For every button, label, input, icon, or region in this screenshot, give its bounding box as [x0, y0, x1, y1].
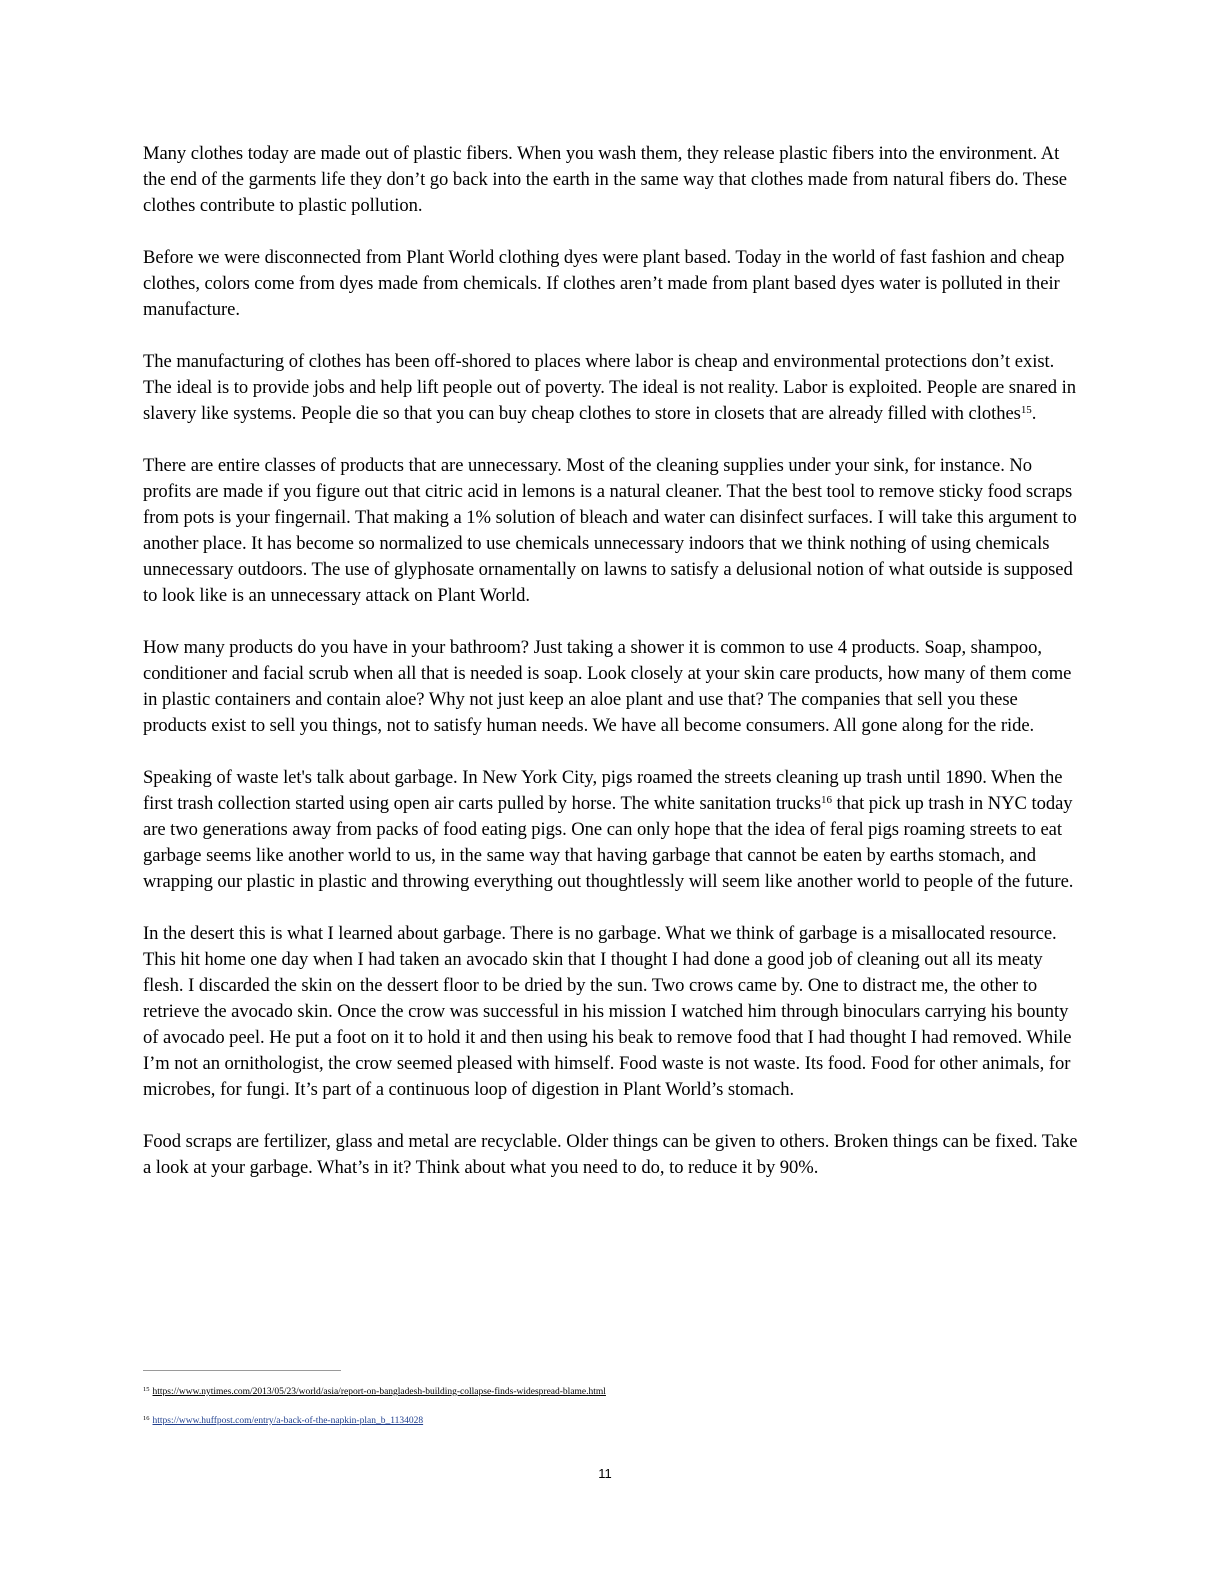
paragraph-text-end: . [1031, 403, 1037, 424]
footnote-link-huffpost[interactable]: https://www.huffpost.com/entry/a-back-of-the-napkin-plan_b_1134028 [152, 1416, 424, 1426]
paragraph-plastic-fibers [143, 141, 1078, 219]
paragraph-text: Before we were disconnected from Plant World clothing dyes were plant based. Today in the world of fast fashion and cheap clothes, colors come from dyes made from chemicals. If clothes aren’t made from plant based dyes water is polluted in their manufacture. [143, 247, 1065, 320]
paragraph-desert-crows [143, 921, 1078, 1103]
footnote-link-nytimes[interactable]: https://www.nytimes.com/2013/05/23/world/asia/report-on-bangladesh-building-collapse-finds-widespread-blame.html [152, 1387, 606, 1397]
footnote-separator [143, 1370, 341, 1371]
paragraph-text: Many clothes today are made out of plastic fibers. When you wash them, they release plastic fibers into the environment. At the end of the garments life they don’t go back into the earth in the same way that clothes made from natural fibers do. These clothes contribute to plastic pollution. [143, 143, 1067, 216]
paragraph-text: Speaking of waste let's talk about garbage. In New York City, pigs roamed the streets cleaning up trash until 1890. When the first trash collection started using open air carts pulled by horse. The white sanitation trucks [143, 767, 1063, 814]
paragraph-reduce-garbage [143, 1129, 1078, 1181]
paragraph-text: How many products do you have in your bathroom? Just taking a shower it is common to use 4 products. Soap, shampoo, conditioner and facial scrub when all that is needed is soap. Look closely at your skin care products, how many of them come in plastic containers and contain aloe? Why not just keep an aloe plant and use that? The companies that sell you these products exist to sell you things, not to satisfy human needs. We have all become consumers. All gone along for the ride. [143, 637, 1072, 736]
paragraph-offshore-manufacturing [143, 349, 1078, 427]
footnote-16 [143, 1413, 423, 1427]
paragraph-text: In the desert this is what I learned about garbage. There is no garbage. What we think of garbage is a misallocated resource. This hit home one day when I had taken an avocado skin that I thought I had done a good job of cleaning out all its meaty flesh. I discarded the skin on the dessert floor to be dried by the sun. Two crows came by. One to distract me, the other to retrieve the avocado skin. Once the crow was successful in his mission I watched him through binoculars carrying his bounty of avocado peel. He put a foot on it to hold it and then using his beak to remove food that I had thought I had removed. While I’m not an ornithologist, the crow seemed pleased with himself. Food waste is not waste. Its food. Food for other animals, for microbes, for fungi. It’s part of a continuous loop of digestion in Plant World’s stomach. [143, 923, 1072, 1100]
paragraph-plant-dyes [143, 245, 1078, 323]
paragraph-garbage-history [143, 765, 1078, 895]
paragraph-text-end: that pick up trash in NYC today are two generations away from packs of food eating pigs. One can only hope that the idea of feral pigs roaming streets to eat garbage seems like another world to us, in the same way that having garbage that cannot be eaten by earths stomach, and wrapping our plastic in plastic and throwing everything out thoughtlessly will seem like another world to people of the future. [143, 793, 1074, 892]
footnote-number: 15 [143, 1386, 150, 1393]
paragraph-bathroom-products [143, 635, 1078, 739]
footnote-number: 16 [143, 1415, 150, 1422]
footnote-ref-16[interactable]: 16 [821, 794, 832, 806]
paragraph-text: The manufacturing of clothes has been off-shored to places where labor is cheap and environmental protections don’t exist. The ideal is to provide jobs and help lift people out of poverty. The ideal is not reality. Labor is exploited. People are snared in slavery like systems. People die so that you can buy cheap clothes to store in closets that are already filled with clothes [143, 351, 1076, 424]
footnote-ref-15[interactable]: 15 [1020, 404, 1032, 416]
body-text [143, 141, 1078, 1207]
paragraph-unnecessary-products [143, 453, 1078, 609]
footnote-15 [143, 1384, 606, 1398]
page-number: 11 [598, 1466, 612, 1481]
paragraph-text: Food scraps are fertilizer, glass and metal are recyclable. Older things can be given to others. Broken things can be fixed. Take a look at your garbage. What’s in it? Think about what you need to do, to reduce it by 90%. [143, 1131, 1078, 1178]
paragraph-text: There are entire classes of products that are unnecessary. Most of the cleaning supplies under your sink, for instance. No profits are made if you figure out that citric acid in lemons is a natural cleaner. That the best tool to remove sticky food scraps from pots is your fingernail. That making a 1% solution of bleach and water can disinfect surfaces. I will take this argument to another place. It has become so normalized to use chemicals unnecessary indoors that we think nothing of using chemicals unnecessary outdoors. The use of glyphosate ornamentally on lawns to satisfy a delusional notion of what outside is supposed to look like is an unnecessary attack on Plant World. [143, 455, 1077, 606]
